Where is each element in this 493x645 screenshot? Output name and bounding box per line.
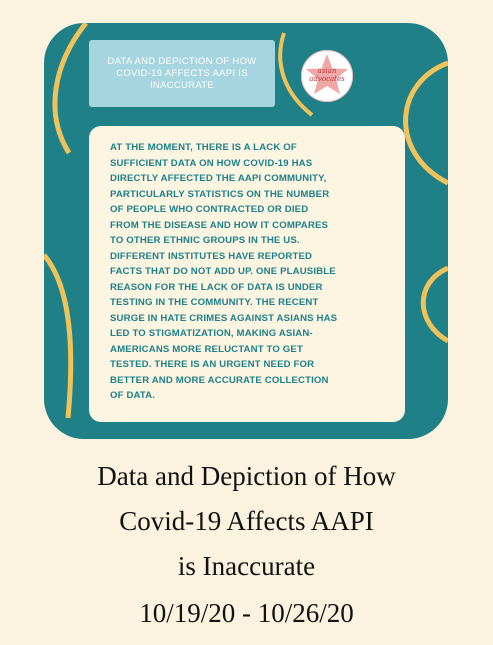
caption-date-range: 10/19/20 - 10/26/20 — [139, 598, 354, 628]
body-text: AT THE MOMENT, THERE IS A LACK OF SUFFICIENT DATA ON HOW COVID-19 HAS DIRECTLY AFFECTED THE AAPI COMMUNITY, PARTICULARLY STATISTICS ON THE NUMBER OF PEOPLE WHO CONTRACTED OR DIED FROM THE DISEASE AND HOW IT COMPARES TO OTHER ETHNIC GROUPS IN THE US. DIFFERENT INSTITUTES HAVE REPORTED FACTS THAT DO NOT ADD UP. ONE PLAUSIBLE REASON FOR THE LACK OF DATA IS UNDER TESTING IN THE COMMUNITY. THE RECENT SURGE IN HATE CRIMES AGAINST ASIANS HAS LED TO STIGMATIZATION, MAKING ASIAN- AMERICANS MORE RELUCTANT TO GET TESTED. THERE IS AN URGENT NEED FOR BETTER AND MORE ACCURATE COLLECTION OF DATA. — [110, 142, 338, 401]
logo-text-1: asian — [317, 67, 337, 75]
caption-line-3: is Inaccurate — [177, 551, 316, 581]
body-box — [89, 126, 405, 422]
curve-left-lower — [44, 255, 71, 418]
header-title: DATA AND DEPICTION OF HOW COVID-19 AFFECTS AAPI IS INACCURATE — [107, 55, 257, 91]
curve-top-left — [55, 23, 86, 153]
logo-text-2: advocates — [309, 75, 345, 83]
caption-line-2: Covid-19 Affects AAPI — [119, 506, 374, 536]
star-logo-icon — [300, 49, 354, 103]
curve-right-upper — [406, 63, 448, 183]
curve-right-lower — [423, 268, 448, 341]
logo — [300, 49, 354, 103]
header-box — [89, 40, 275, 107]
caption-line-1: Data and Depiction of How — [97, 461, 396, 491]
info-card — [44, 23, 448, 439]
